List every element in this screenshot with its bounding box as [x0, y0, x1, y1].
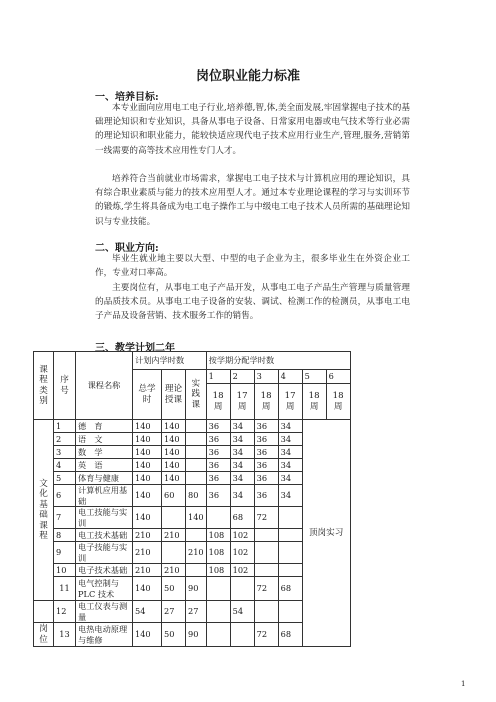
- row-sem-3: 36: [254, 485, 278, 507]
- section-heading-career: 二、职业方向:: [95, 243, 159, 254]
- row-practice-hours: [186, 446, 207, 459]
- row-sem-2: 68: [230, 507, 254, 529]
- row-total-hours: 140: [133, 485, 162, 507]
- row-sem-2: 102: [230, 529, 254, 542]
- row-seq: 5: [54, 472, 76, 485]
- career-paragraph-2: 主要岗位有，从事电工电子产品开发，从事电工电子产品生产管理与质量管理的品质技术员。从事电工电子设备的安装、调试、检测工作的检测员，从事电工电子产品及设备营销、技术服务工作的销售。: [95, 283, 410, 322]
- row-practice-hours: 210: [186, 542, 207, 564]
- row-sem-4: [278, 601, 302, 623]
- section-heading-goals: 一、培养目标:: [95, 92, 159, 103]
- row-course-name: 德 育: [76, 420, 133, 433]
- row-seq: 6: [54, 485, 76, 507]
- row-total-hours: 140: [133, 623, 162, 647]
- row-sem-4: 34: [278, 485, 302, 507]
- page-number: 1: [461, 680, 466, 688]
- header-practice: 实践课: [186, 370, 207, 420]
- teaching-plan-table: [33, 351, 351, 647]
- row-sem-2: [230, 577, 254, 601]
- row-total-hours: 140: [133, 446, 162, 459]
- row-practice-hours: [186, 564, 207, 577]
- row-sem-4: 34: [278, 433, 302, 446]
- row-practice-hours: [186, 420, 207, 433]
- goals-paragraph-1: 本专业面向应用电工电子行业,培养德,智,体,美全面发展,牢固掌握电子技术的基础理论知识和专业知识，具备从事电子设备、日常家用电器或电气技术等行业必需的理论知识和职业能力，能较快适应现代电子技术应用行业生产,管理,服务,营销第一线需要的高等技术应用性专门人才。: [95, 103, 410, 156]
- row-seq: 8: [54, 529, 76, 542]
- row-practice-hours: [186, 459, 207, 472]
- row-sem-1: 108: [206, 564, 230, 577]
- row-theory-hours: 210: [162, 564, 186, 577]
- row-course-name: 英 语: [76, 459, 133, 472]
- row-sem-3: 36: [254, 446, 278, 459]
- category-post: 岗位: [34, 623, 54, 647]
- row-course-name: 计算机应用基础: [76, 485, 133, 507]
- row-sem-1: 36: [206, 420, 230, 433]
- row-sem-1: [206, 507, 230, 529]
- header-sem-2: 2: [230, 370, 254, 384]
- row-sem-4: [278, 529, 302, 542]
- row-total-hours: 140: [133, 433, 162, 446]
- row-seq: 1: [54, 420, 76, 433]
- row-practice-hours: [186, 472, 207, 485]
- row-sem-3: 36: [254, 472, 278, 485]
- row-course-name: 电气控制与 PLC 技术: [76, 577, 133, 601]
- header-sem-6: 6: [326, 370, 350, 384]
- row-sem-2: 34: [230, 472, 254, 485]
- row-seq: 4: [54, 459, 76, 472]
- row-total-hours: 210: [133, 564, 162, 577]
- row-sem-4: 34: [278, 446, 302, 459]
- row-sem-3: 36: [254, 420, 278, 433]
- row-practice-hours: [186, 529, 207, 542]
- row-total-hours: 210: [133, 542, 162, 564]
- row-course-name: 电工技能与实训: [76, 507, 133, 529]
- row-sem-1: [206, 577, 230, 601]
- row-sem-4: 34: [278, 472, 302, 485]
- row-sem-1: 36: [206, 446, 230, 459]
- row-sem-2: 34: [230, 433, 254, 446]
- row-course-name: 电子技术基础: [76, 564, 133, 577]
- row-sem-2: [230, 623, 254, 647]
- row-course-name: 电工仪表与测量: [76, 601, 133, 623]
- row-sem-4: [278, 564, 302, 577]
- header-category: 课程类别: [34, 352, 54, 420]
- row-sem-4: 34: [278, 459, 302, 472]
- header-sem-5: 5: [302, 370, 326, 384]
- row-sem-3: 36: [254, 459, 278, 472]
- row-total-hours: 140: [133, 507, 162, 529]
- header-week-5: 18周: [302, 384, 326, 420]
- row-total-hours: 140: [133, 577, 162, 601]
- row-total-hours: 54: [133, 601, 162, 623]
- goals-paragraph-2: 培养符合当前就业市场需求，掌握电工电子技术与计算机应用的理论知识，具有综合职业素质与能力的技术应用型人才。通过本专业理论课程的学习与实训环节的锻炼,学生将具备成为电工电子操作工与中级电工电子技术人员所需的基础理论知识与专业技能。: [95, 174, 410, 227]
- row-theory-hours: [162, 507, 186, 529]
- row-sem-4: 34: [278, 420, 302, 433]
- row-sem-1: [206, 623, 230, 647]
- row-sem-2: 34: [230, 485, 254, 507]
- row-course-name: 体育与健康: [76, 472, 133, 485]
- row-sem-3: 36: [254, 433, 278, 446]
- row-sem-3: 72: [254, 507, 278, 529]
- category-culture: 文化基础课程: [34, 420, 54, 601]
- header-week-6: 18周: [326, 384, 350, 420]
- row-sem-2: 102: [230, 542, 254, 564]
- row-theory-hours: 140: [162, 433, 186, 446]
- row-practice-hours: 90: [186, 577, 207, 601]
- row-sem-1: 36: [206, 472, 230, 485]
- header-course-name: 课程名称: [76, 352, 133, 420]
- row-sem-2: 34: [230, 446, 254, 459]
- row-sem-1: 36: [206, 433, 230, 446]
- row-course-name: 电热电动原理与维修: [76, 623, 133, 647]
- header-week-3: 18周: [254, 384, 278, 420]
- row-theory-hours: 140: [162, 459, 186, 472]
- row-theory-hours: 140: [162, 420, 186, 433]
- row-practice-hours: [186, 433, 207, 446]
- header-sem-4: 4: [278, 370, 302, 384]
- row-sem-3: 72: [254, 623, 278, 647]
- row-practice-hours: 80: [186, 485, 207, 507]
- header-sem-3: 3: [254, 370, 278, 384]
- row-sem-1: 108: [206, 529, 230, 542]
- row-course-name: 数 学: [76, 446, 133, 459]
- row-course-name: 电工技术基础: [76, 529, 133, 542]
- row-sem-3: 72: [254, 577, 278, 601]
- row-practice-hours: 27: [186, 601, 207, 623]
- row-total-hours: 140: [133, 459, 162, 472]
- header-seq: 序号: [54, 352, 76, 420]
- section-heading-plan: 三、教学计划二年: [95, 343, 175, 354]
- career-paragraph-1: 毕业生就业地主要以大型、中型的电子企业为主，很多毕业生在外资企业工作，专业对口率高。: [95, 254, 410, 279]
- row-sem-2: 34: [230, 420, 254, 433]
- header-sem-1: 1: [206, 370, 230, 384]
- header-planned-hours: 计划内学时数: [133, 352, 207, 370]
- row-sem-4: [278, 507, 302, 529]
- page-title: 岗位职业能力标准: [195, 69, 300, 84]
- row-theory-hours: 60: [162, 485, 186, 507]
- row-seq: 3: [54, 446, 76, 459]
- header-total-hours: 总学时: [133, 370, 162, 420]
- row-seq: 11: [54, 577, 76, 601]
- row-sem-2: 34: [230, 459, 254, 472]
- row-theory-hours: 50: [162, 623, 186, 647]
- row-theory-hours: 210: [162, 529, 186, 542]
- row-theory-hours: [162, 542, 186, 564]
- row-practice-hours: 140: [186, 507, 207, 529]
- row-course-name: 电子技能与实训: [76, 542, 133, 564]
- row-theory-hours: 50: [162, 577, 186, 601]
- header-week-1: 18周: [206, 384, 230, 420]
- row-sem-2: 54: [230, 601, 254, 623]
- header-week-4: 17周: [278, 384, 302, 420]
- row-sem-2: 102: [230, 564, 254, 577]
- row-total-hours: 210: [133, 529, 162, 542]
- row-sem-3: [254, 601, 278, 623]
- row-seq: 9: [54, 542, 76, 564]
- header-week-2: 17周: [230, 384, 254, 420]
- row-theory-hours: 140: [162, 472, 186, 485]
- row-sem-1: 36: [206, 485, 230, 507]
- row-sem-4: 68: [278, 577, 302, 601]
- internship-cell: 顶岗实习: [302, 420, 350, 647]
- row-seq: 2: [54, 433, 76, 446]
- row-sem-1: 108: [206, 542, 230, 564]
- row-sem-3: [254, 564, 278, 577]
- row-practice-hours: 90: [186, 623, 207, 647]
- row-seq: 12: [54, 601, 76, 623]
- row-total-hours: 140: [133, 420, 162, 433]
- category-empty: [34, 601, 54, 623]
- row-seq: 10: [54, 564, 76, 577]
- row-seq: 13: [54, 623, 76, 647]
- table-row: [34, 420, 351, 433]
- row-sem-1: 36: [206, 459, 230, 472]
- row-seq: 7: [54, 507, 76, 529]
- row-sem-4: 68: [278, 623, 302, 647]
- row-course-name: 语 文: [76, 433, 133, 446]
- row-theory-hours: 27: [162, 601, 186, 623]
- row-total-hours: 140: [133, 472, 162, 485]
- header-theory: 理论授课: [162, 370, 186, 420]
- row-sem-4: [278, 542, 302, 564]
- row-sem-3: [254, 542, 278, 564]
- row-sem-1: [206, 601, 230, 623]
- row-theory-hours: 140: [162, 446, 186, 459]
- row-sem-3: [254, 529, 278, 542]
- header-semester-hours: 按学期分配学时数: [206, 352, 350, 370]
